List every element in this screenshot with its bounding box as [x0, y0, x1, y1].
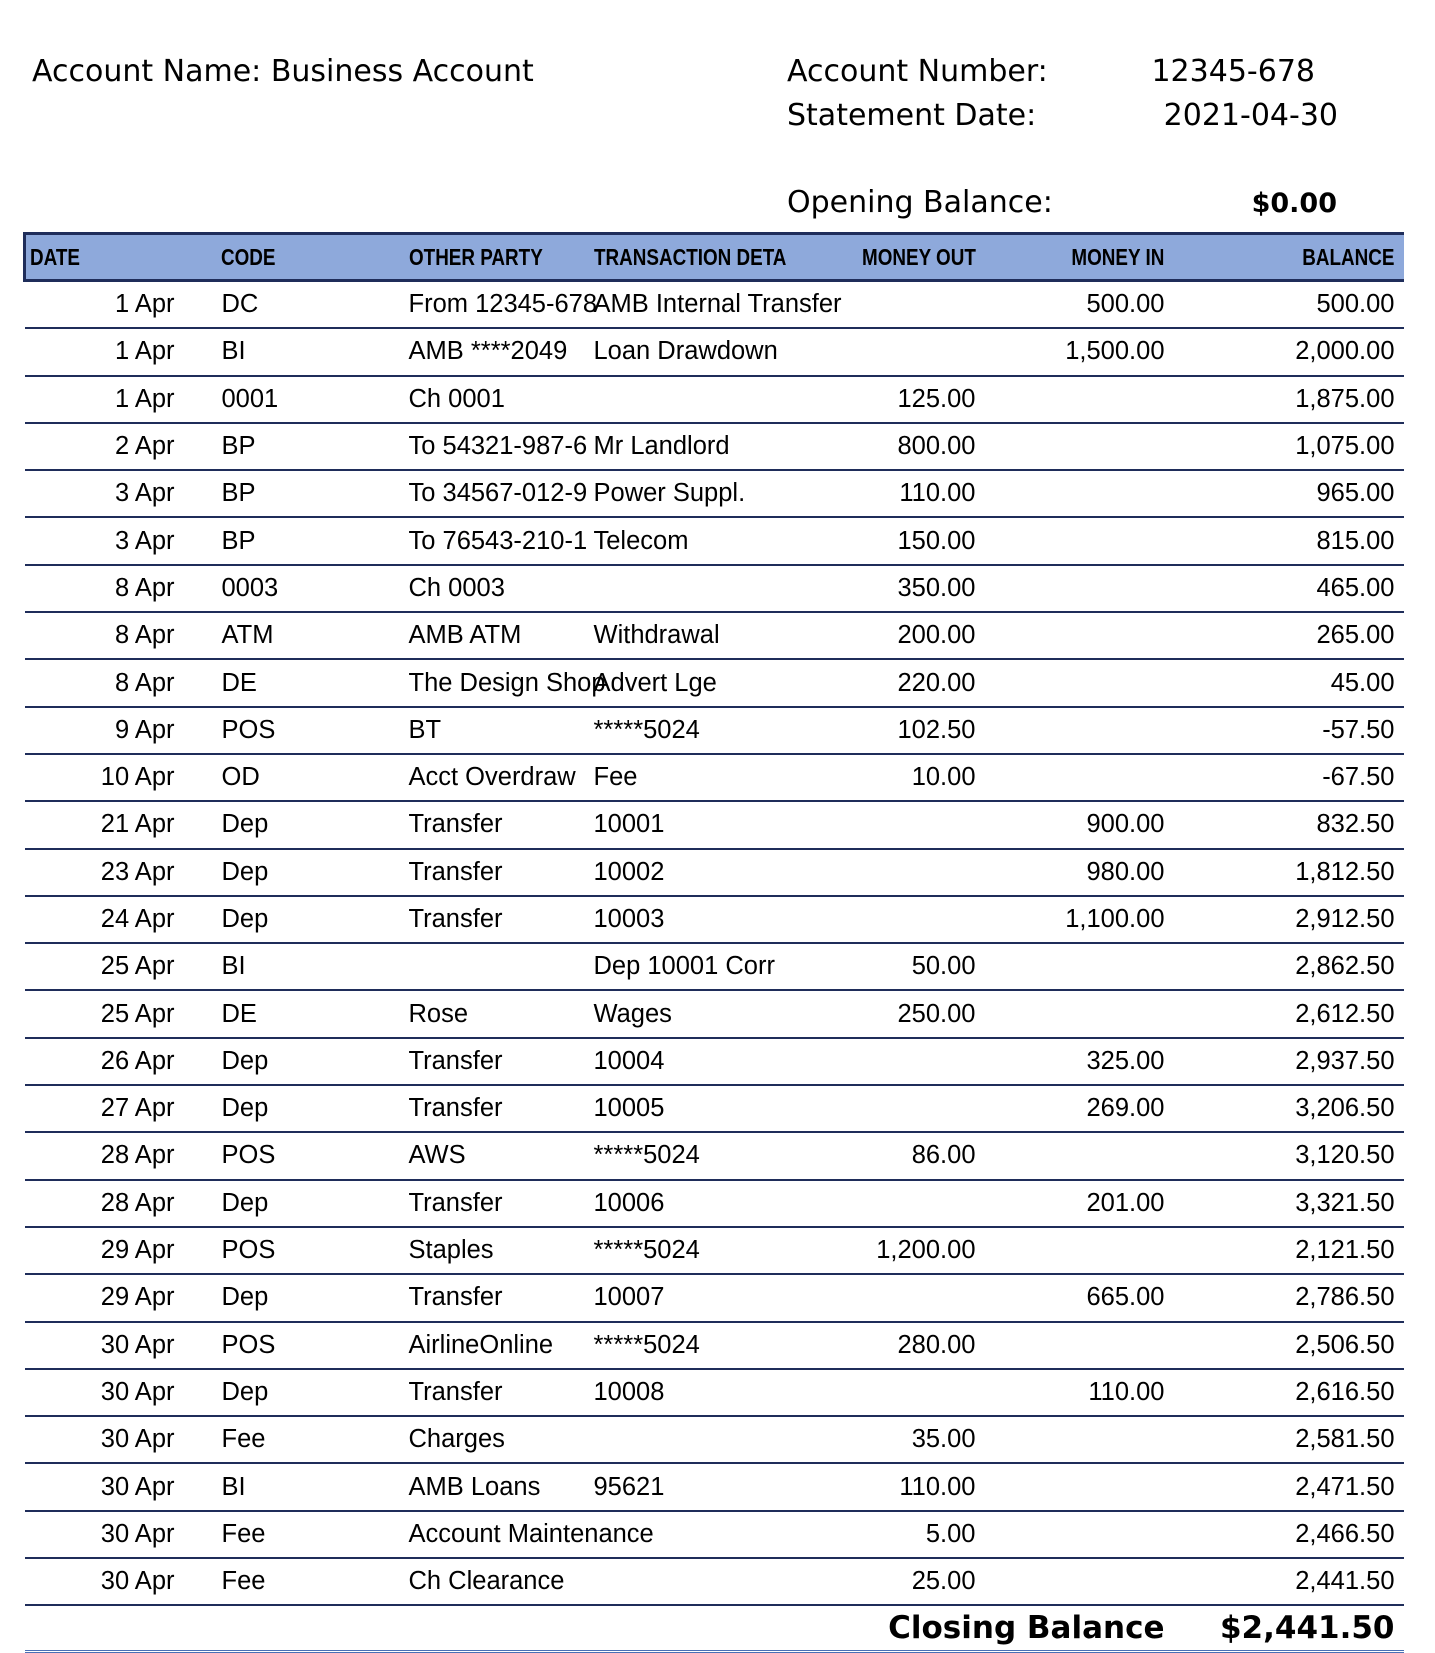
cell-date: 3 Apr [25, 470, 217, 517]
cell-date: 25 Apr [25, 943, 217, 990]
table-row [25, 1322, 1404, 1369]
cell-transaction-details: 95621 [594, 1463, 828, 1510]
cell-balance: 2,581.50 [1197, 1416, 1404, 1463]
cell-date: 28 Apr [25, 1180, 217, 1227]
table-row [25, 328, 1404, 375]
cell-money-in: 665.00 [992, 1274, 1197, 1321]
cell-balance: 2,441.50 [1197, 1558, 1404, 1605]
cell-date: 2 Apr [25, 423, 217, 470]
cell-date: 1 Apr [25, 281, 217, 329]
cell-transaction-details: 10005 [594, 1085, 828, 1132]
cell-date: 8 Apr [25, 659, 217, 706]
cell-other-party: Charges [405, 1416, 594, 1463]
cell-money-in [992, 517, 1197, 564]
cell-money-out [828, 328, 992, 375]
cell-money-in [992, 1463, 1197, 1510]
cell-balance: 2,506.50 [1197, 1322, 1404, 1369]
cell-balance: 45.00 [1197, 659, 1404, 706]
cell-date: 30 Apr [25, 1322, 217, 1369]
cell-other-party [405, 943, 594, 990]
table-row [25, 565, 1404, 612]
cell-code: Fee [217, 1416, 405, 1463]
cell-date: 8 Apr [25, 612, 217, 659]
cell-money-out: 35.00 [828, 1416, 992, 1463]
cell-money-in: 325.00 [992, 1038, 1197, 1085]
table-row [25, 754, 1404, 801]
cell-code: DC [217, 281, 405, 329]
cell-balance: 1,075.00 [1197, 423, 1404, 470]
opening-balance: $0.00 [1251, 188, 1337, 219]
table-row [25, 659, 1404, 706]
closing-balance-row [25, 1605, 1404, 1652]
cell-money-out [828, 1085, 992, 1132]
table-row [25, 896, 1404, 943]
cell-transaction-details: 10002 [594, 849, 828, 896]
col-header-balance: BALANCE [1197, 234, 1404, 281]
cell-money-out [828, 1180, 992, 1227]
cell-code: Dep [217, 1274, 405, 1321]
cell-other-party: Transfer [405, 801, 594, 848]
table-row [25, 1132, 1404, 1179]
cell-transaction-details: *****5024 [594, 707, 828, 754]
cell-date: 29 Apr [25, 1274, 217, 1321]
table-row [25, 801, 1404, 848]
cell-money-in: 1,100.00 [992, 896, 1197, 943]
cell-other-party: Ch Clearance [405, 1558, 594, 1605]
account-number-label: Account Number: [787, 54, 1048, 89]
cell-other-party: Transfer [405, 849, 594, 896]
cell-balance: 2,912.50 [1197, 896, 1404, 943]
table-row [25, 376, 1404, 423]
cell-transaction-details: 10006 [594, 1180, 828, 1227]
table-row [25, 849, 1404, 896]
cell-money-out: 102.50 [828, 707, 992, 754]
table-row [25, 1416, 1404, 1463]
cell-date: 30 Apr [25, 1558, 217, 1605]
cell-money-in [992, 754, 1197, 801]
cell-transaction-details: 10004 [594, 1038, 828, 1085]
cell-other-party: From 12345-678 [405, 281, 594, 329]
cell-other-party: Transfer [405, 1085, 594, 1132]
cell-money-out [828, 849, 992, 896]
cell-other-party: The Design Shop [405, 659, 594, 706]
cell-code: Dep [217, 1038, 405, 1085]
cell-balance: -57.50 [1197, 707, 1404, 754]
cell-date: 25 Apr [25, 990, 217, 1037]
cell-date: 10 Apr [25, 754, 217, 801]
cell-transaction-details: Power Suppl. [594, 470, 828, 517]
cell-code: Dep [217, 1085, 405, 1132]
statement-date-label: Statement Date: [787, 98, 1037, 133]
cell-money-in [992, 565, 1197, 612]
cell-date: 27 Apr [25, 1085, 217, 1132]
cell-code: Dep [217, 896, 405, 943]
cell-other-party: Staples [405, 1227, 594, 1274]
cell-code: ATM [217, 612, 405, 659]
cell-date: 26 Apr [25, 1038, 217, 1085]
cell-code: Dep [217, 849, 405, 896]
cell-money-out: 350.00 [828, 565, 992, 612]
cell-transaction-details [594, 1558, 828, 1605]
transactions-table [23, 232, 1404, 1653]
table-header-row [25, 234, 1404, 281]
cell-balance: 2,862.50 [1197, 943, 1404, 990]
cell-transaction-details: 10008 [594, 1369, 828, 1416]
cell-code: Fee [217, 1558, 405, 1605]
cell-money-in [992, 1227, 1197, 1274]
cell-code: BP [217, 470, 405, 517]
cell-balance: -67.50 [1197, 754, 1404, 801]
table-row [25, 990, 1404, 1037]
table-row [25, 1558, 1404, 1605]
cell-money-in: 269.00 [992, 1085, 1197, 1132]
closing-balance: $2,441.50 [1197, 1605, 1404, 1652]
cell-other-party: AMB Loans [405, 1463, 594, 1510]
table-row [25, 1511, 1404, 1558]
cell-code: DE [217, 990, 405, 1037]
cell-code: DE [217, 659, 405, 706]
cell-code: POS [217, 1132, 405, 1179]
col-header-transaction-details: TRANSACTION DETA [594, 234, 828, 281]
cell-date: 3 Apr [25, 517, 217, 564]
cell-code: BP [217, 517, 405, 564]
cell-money-in [992, 1322, 1197, 1369]
cell-transaction-details: Telecom [594, 517, 828, 564]
cell-money-in [992, 990, 1197, 1037]
cell-money-out: 800.00 [828, 423, 992, 470]
cell-balance: 2,616.50 [1197, 1369, 1404, 1416]
table-row [25, 1038, 1404, 1085]
cell-date: 1 Apr [25, 376, 217, 423]
cell-date: 30 Apr [25, 1463, 217, 1510]
cell-transaction-details: Advert Lge [594, 659, 828, 706]
cell-other-party: To 34567-012-9 [405, 470, 594, 517]
cell-money-in [992, 659, 1197, 706]
cell-balance: 3,120.50 [1197, 1132, 1404, 1179]
cell-code: Fee [217, 1511, 405, 1558]
table-row [25, 1463, 1404, 1510]
cell-balance: 465.00 [1197, 565, 1404, 612]
cell-date: 30 Apr [25, 1369, 217, 1416]
account-name: Account Name: Business Account [32, 54, 534, 89]
cell-money-in [992, 612, 1197, 659]
cell-other-party: Rose [405, 990, 594, 1037]
cell-code: BI [217, 328, 405, 375]
cell-balance: 1,875.00 [1197, 376, 1404, 423]
cell-other-party: To 54321-987-6 [405, 423, 594, 470]
closing-balance-label: Closing Balance [25, 1605, 1197, 1652]
table-row [25, 1085, 1404, 1132]
cell-balance: 3,206.50 [1197, 1085, 1404, 1132]
cell-transaction-details: Dep 10001 Corr [594, 943, 828, 990]
cell-balance: 2,612.50 [1197, 990, 1404, 1037]
cell-money-out: 200.00 [828, 612, 992, 659]
cell-date: 24 Apr [25, 896, 217, 943]
cell-other-party: Transfer [405, 1274, 594, 1321]
account-number: 12345-678 [1151, 54, 1315, 89]
cell-money-out [828, 1274, 992, 1321]
cell-transaction-details: Loan Drawdown [594, 328, 828, 375]
cell-other-party: To 76543-210-1 [405, 517, 594, 564]
cell-date: 30 Apr [25, 1416, 217, 1463]
col-header-code: CODE [217, 234, 405, 281]
cell-money-in [992, 1511, 1197, 1558]
cell-other-party: AMB ****2049 [405, 328, 594, 375]
cell-other-party: Acct Overdraw [405, 754, 594, 801]
cell-balance: 965.00 [1197, 470, 1404, 517]
cell-balance: 2,471.50 [1197, 1463, 1404, 1510]
cell-transaction-details: AMB Internal Transfer [594, 281, 828, 329]
cell-balance: 265.00 [1197, 612, 1404, 659]
cell-code: 0003 [217, 565, 405, 612]
statement-date: 2021-04-30 [1163, 98, 1338, 133]
cell-date: 8 Apr [25, 565, 217, 612]
cell-date: 23 Apr [25, 849, 217, 896]
table-row [25, 943, 1404, 990]
cell-money-in [992, 943, 1197, 990]
cell-other-party: Transfer [405, 1038, 594, 1085]
cell-money-out: 86.00 [828, 1132, 992, 1179]
cell-money-out: 1,200.00 [828, 1227, 992, 1274]
col-header-money-out: MONEY OUT [828, 234, 992, 281]
cell-code: Dep [217, 801, 405, 848]
cell-other-party: Transfer [405, 1180, 594, 1227]
cell-money-out: 250.00 [828, 990, 992, 1037]
cell-money-in: 900.00 [992, 801, 1197, 848]
cell-other-party: Ch 0003 [405, 565, 594, 612]
cell-money-out: 25.00 [828, 1558, 992, 1605]
cell-balance: 2,121.50 [1197, 1227, 1404, 1274]
cell-money-out [828, 801, 992, 848]
cell-code: POS [217, 1227, 405, 1274]
cell-money-out [828, 1369, 992, 1416]
cell-money-out: 50.00 [828, 943, 992, 990]
cell-transaction-details [594, 376, 828, 423]
cell-transaction-details: *****5024 [594, 1132, 828, 1179]
cell-transaction-details: Fee [594, 754, 828, 801]
cell-money-out: 10.00 [828, 754, 992, 801]
cell-code: BP [217, 423, 405, 470]
cell-transaction-details: *****5024 [594, 1227, 828, 1274]
col-header-date: DATE [25, 234, 217, 281]
cell-code: POS [217, 1322, 405, 1369]
cell-balance: 2,786.50 [1197, 1274, 1404, 1321]
cell-date: 28 Apr [25, 1132, 217, 1179]
cell-money-in: 980.00 [992, 849, 1197, 896]
cell-code: BI [217, 1463, 405, 1510]
cell-money-out: 150.00 [828, 517, 992, 564]
cell-money-out [828, 896, 992, 943]
cell-money-in [992, 1132, 1197, 1179]
cell-code: OD [217, 754, 405, 801]
cell-code: Dep [217, 1180, 405, 1227]
cell-date: 1 Apr [25, 328, 217, 375]
cell-balance: 815.00 [1197, 517, 1404, 564]
cell-money-in: 110.00 [992, 1369, 1197, 1416]
cell-date: 29 Apr [25, 1227, 217, 1274]
cell-other-party: Ch 0001 [405, 376, 594, 423]
cell-money-in [992, 470, 1197, 517]
cell-other-party: BT [405, 707, 594, 754]
table-row [25, 1180, 1404, 1227]
cell-balance: 2,937.50 [1197, 1038, 1404, 1085]
cell-code: Dep [217, 1369, 405, 1416]
cell-money-out: 220.00 [828, 659, 992, 706]
col-header-other-party: OTHER PARTY [405, 234, 594, 281]
cell-transaction-details [594, 565, 828, 612]
cell-other-party: Transfer [405, 1369, 594, 1416]
cell-money-out: 110.00 [828, 1463, 992, 1510]
cell-money-in: 201.00 [992, 1180, 1197, 1227]
table-row [25, 1369, 1404, 1416]
cell-balance: 3,321.50 [1197, 1180, 1404, 1227]
table-row [25, 470, 1404, 517]
cell-money-out: 5.00 [828, 1511, 992, 1558]
cell-money-in [992, 707, 1197, 754]
cell-other-party: AWS [405, 1132, 594, 1179]
cell-transaction-details: 10001 [594, 801, 828, 848]
table-row [25, 1274, 1404, 1321]
cell-money-in: 500.00 [992, 281, 1197, 329]
cell-transaction-details: 10003 [594, 896, 828, 943]
cell-balance: 1,812.50 [1197, 849, 1404, 896]
table-row [25, 517, 1404, 564]
cell-transaction-details: Wages [594, 990, 828, 1037]
cell-money-in [992, 376, 1197, 423]
cell-code: POS [217, 707, 405, 754]
cell-transaction-details [594, 1416, 828, 1463]
cell-balance: 832.50 [1197, 801, 1404, 848]
cell-other-party: Account Maintenance [405, 1511, 594, 1558]
cell-money-out: 110.00 [828, 470, 992, 517]
table-row [25, 612, 1404, 659]
col-header-money-in: MONEY IN [992, 234, 1197, 281]
cell-money-out: 280.00 [828, 1322, 992, 1369]
table-row [25, 1227, 1404, 1274]
cell-other-party: AirlineOnline [405, 1322, 594, 1369]
cell-transaction-details: Withdrawal [594, 612, 828, 659]
table-row [25, 423, 1404, 470]
table-row [25, 707, 1404, 754]
cell-code: BI [217, 943, 405, 990]
cell-transaction-details: *****5024 [594, 1322, 828, 1369]
opening-balance-label: Opening Balance: [787, 185, 1053, 220]
cell-money-in [992, 1558, 1197, 1605]
cell-date: 9 Apr [25, 707, 217, 754]
cell-money-in [992, 423, 1197, 470]
cell-balance: 500.00 [1197, 281, 1404, 329]
cell-money-out: 125.00 [828, 376, 992, 423]
cell-money-in: 1,500.00 [992, 328, 1197, 375]
cell-other-party: AMB ATM [405, 612, 594, 659]
cell-code: 0001 [217, 376, 405, 423]
cell-transaction-details: Mr Landlord [594, 423, 828, 470]
cell-transaction-details: 10007 [594, 1274, 828, 1321]
cell-date: 21 Apr [25, 801, 217, 848]
cell-money-out [828, 281, 992, 329]
cell-date: 30 Apr [25, 1511, 217, 1558]
table-row [25, 281, 1404, 329]
cell-other-party: Transfer [405, 896, 594, 943]
cell-balance: 2,466.50 [1197, 1511, 1404, 1558]
cell-money-in [992, 1416, 1197, 1463]
cell-money-out [828, 1038, 992, 1085]
cell-balance: 2,000.00 [1197, 328, 1404, 375]
